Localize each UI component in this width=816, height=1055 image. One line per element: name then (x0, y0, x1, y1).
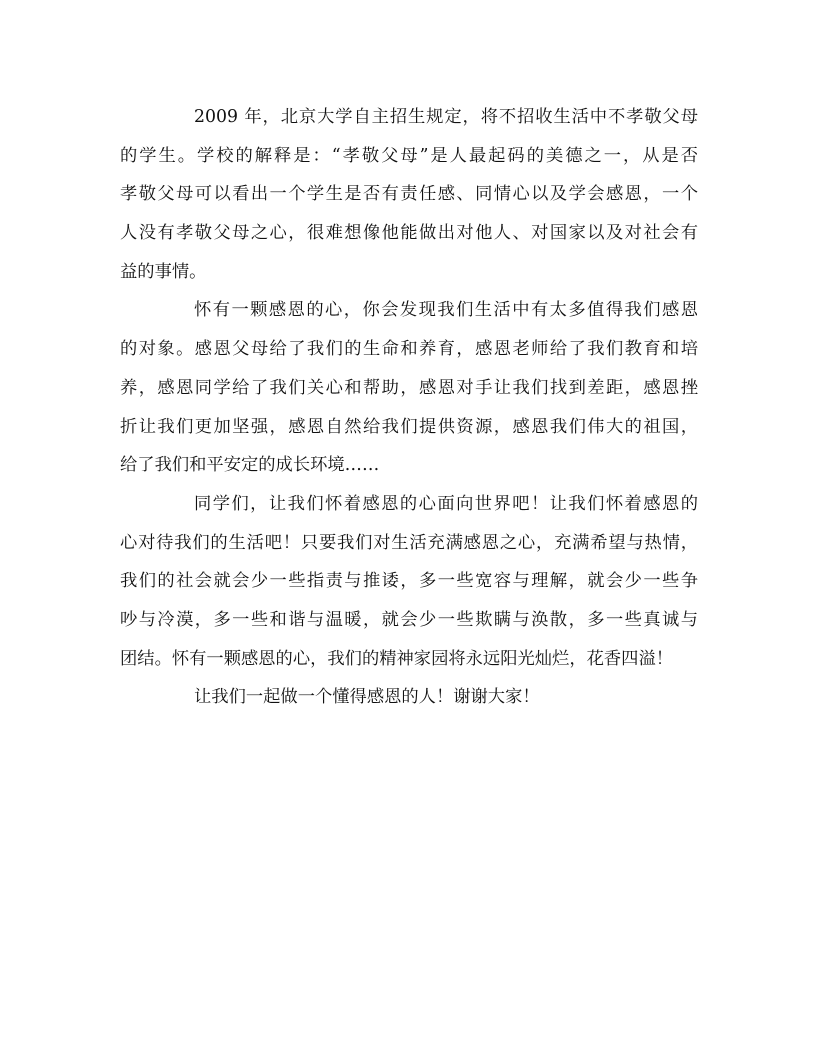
paragraph-3 (120, 485, 698, 678)
text-line: 怀有一颗感恩的心，你会发现我们生活中有太多值得我们感恩 (194, 300, 698, 321)
text-line: 同学们，让我们怀着感恩的心面向世界吧！让我们怀着感恩的 (194, 493, 698, 514)
paragraph-4 (120, 678, 698, 717)
text-line: 的对象。感恩父母给了我们的生命和养育，感恩老师给了我们教育和培 (120, 339, 698, 360)
text-line: 给了我们和平安定的成长环境…… (120, 455, 380, 476)
text-line: 吵与冷漠，多一些和谐与温暖，就会少一些欺瞒与涣散，多一些真诚与 (120, 609, 698, 630)
text-line: 团结。怀有一颗感恩的心，我们的精神家园将永远阳光灿烂，花香四溢！ (120, 648, 674, 669)
text-line: 我们的社会就会少一些指责与推诿，多一些宽容与理解，就会少一些争 (120, 571, 698, 592)
document-body (120, 98, 698, 717)
text-line: 心对待我们的生活吧！只要我们对生活充满感恩之心，充满希望与热情， (120, 532, 698, 553)
paragraph-1 (120, 98, 698, 291)
text-line: 益的事情。 (120, 261, 207, 282)
text-line: 孝敬父母可以看出一个学生是否有责任感、同情心以及学会感恩，一个 (120, 184, 698, 205)
text-line: 人没有孝敬父母之心，很难想像他能做出对他人、对国家以及对社会有 (120, 223, 698, 244)
text-line: 折让我们更加坚强，感恩自然给我们提供资源，感恩我们伟大的祖国， (120, 416, 698, 437)
text-line: 让我们一起做一个懂得感恩的人！谢谢大家！ (194, 687, 540, 708)
text-line: 养，感恩同学给了我们关心和帮助，感恩对手让我们找到差距，感恩挫 (120, 377, 698, 398)
text-line: 2009 年，北京大学自主招生规定，将不招收生活中不孝敬父母 (194, 107, 698, 127)
paragraph-2 (120, 291, 698, 484)
text-line: 的学生。学校的解释是：“孝敬父母”是人最起码的美德之一，从是否 (120, 145, 698, 166)
